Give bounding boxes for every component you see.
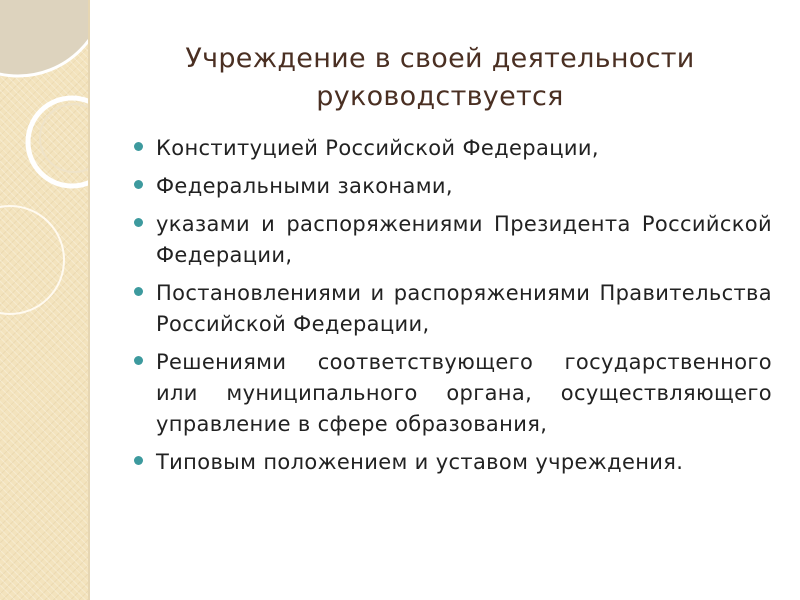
- list-item-presidential-decrees: [132, 209, 772, 271]
- list-item-constitution: [132, 133, 772, 164]
- title-line-1: Учреждение в своей деятельности: [185, 43, 695, 74]
- list-item-text: Постановлениями и распоряжениями Правительства Российской Федерации,: [156, 281, 772, 336]
- slide-title: [150, 40, 730, 116]
- bullet-dot: [134, 180, 143, 189]
- decorative-side-panel: [0, 0, 88, 600]
- list-item-charter: [132, 447, 772, 478]
- list-item-federal-laws: [132, 171, 772, 202]
- bullet-dot: [134, 287, 143, 296]
- list-item-text: Федеральными законами,: [156, 174, 453, 198]
- bullet-dot: [134, 356, 143, 365]
- bullet-dot: [134, 456, 143, 465]
- list-item-government-resolutions: [132, 278, 772, 340]
- title-line-2: руководствуется: [316, 81, 564, 112]
- list-item-text: указами и распоряжениями Президента Российской Федерации,: [156, 212, 772, 267]
- side-panel-edge: [88, 0, 90, 600]
- bullet-dot: [134, 142, 143, 151]
- list-item-text: Конституцией Российской Федерации,: [156, 136, 599, 160]
- bullet-dot: [134, 218, 143, 227]
- bullet-list: [132, 133, 772, 485]
- list-item-education-authority-decisions: [132, 347, 772, 440]
- decorative-circles: [0, 0, 88, 600]
- list-item-text: Типовым положением и уставом учреждения.: [156, 450, 684, 474]
- list-item-text: Решениями соответствующего государственного или муниципального органа, осуществляющего управление в сфере образования,: [156, 350, 772, 436]
